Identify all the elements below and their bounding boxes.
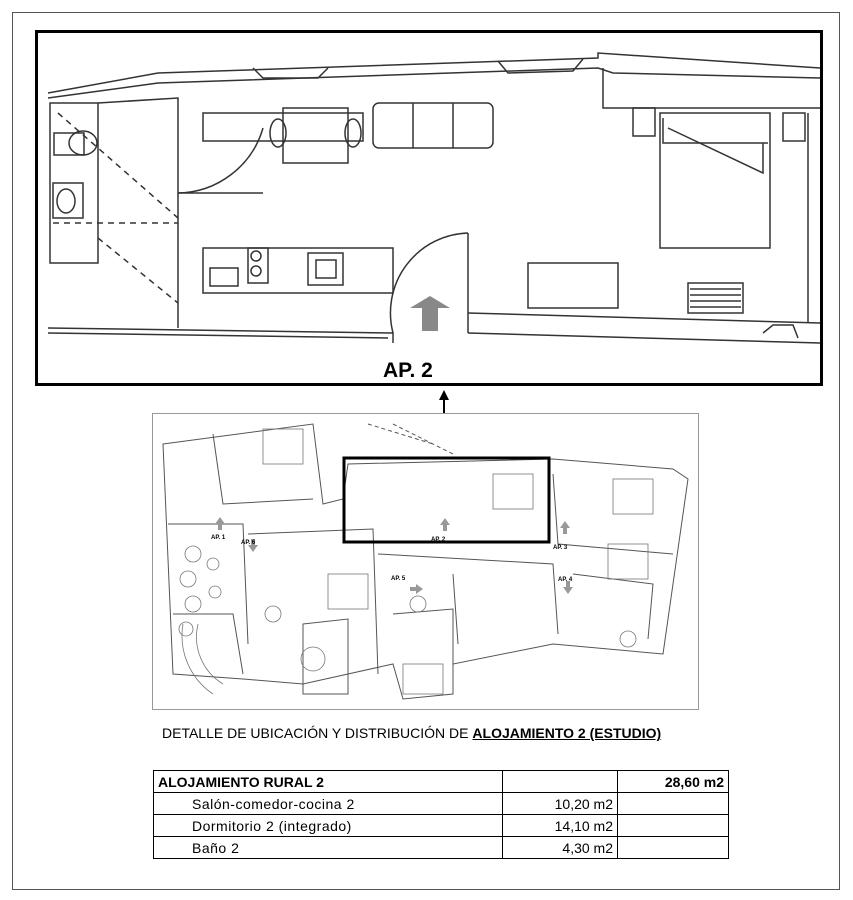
area-table [153,770,729,859]
overview-label-ap4: AP. 4 [558,577,573,583]
room-area: 4,30 m2 [503,837,618,859]
table-header-row [154,771,729,793]
table-total: 28,60 m2 [618,771,729,793]
empty-cell [618,837,729,859]
empty-cell [618,815,729,837]
overview-label-ap1: AP. 1 [211,535,226,541]
caption-prefix: DETALLE DE UBICACIÓN Y DISTRIBUCIÓN DE [162,725,473,741]
room-area: 10,20 m2 [503,793,618,815]
overview-label-ap5: AP. 5 [391,576,406,582]
empty-cell [618,793,729,815]
table-row [154,837,729,859]
table-row [154,815,729,837]
apartment-label: AP. 2 [383,359,433,382]
detail-plan-drawing [38,33,820,383]
overview-label-ap2: AP. 2 [431,537,446,543]
table-title: ALOJAMIENTO RURAL 2 [154,771,503,793]
overview-label-ap6: AP. 6 [241,540,256,546]
entrance-arrow [410,296,450,331]
room-name: Baño 2 [154,837,503,859]
overview-drawing [153,414,698,709]
apartment-detail-plan [35,30,823,386]
table-row [154,793,729,815]
caption-emphasis: ALOJAMIENTO 2 (ESTUDIO) [472,725,662,741]
room-name: Dormitorio 2 (integrado) [154,815,503,837]
building-overview-plan [152,413,699,710]
table-title-area [503,771,618,793]
overview-label-ap3: AP. 3 [553,545,568,551]
room-area: 14,10 m2 [503,815,618,837]
room-name: Salón-comedor-cocina 2 [154,793,503,815]
figure-caption [162,725,661,741]
